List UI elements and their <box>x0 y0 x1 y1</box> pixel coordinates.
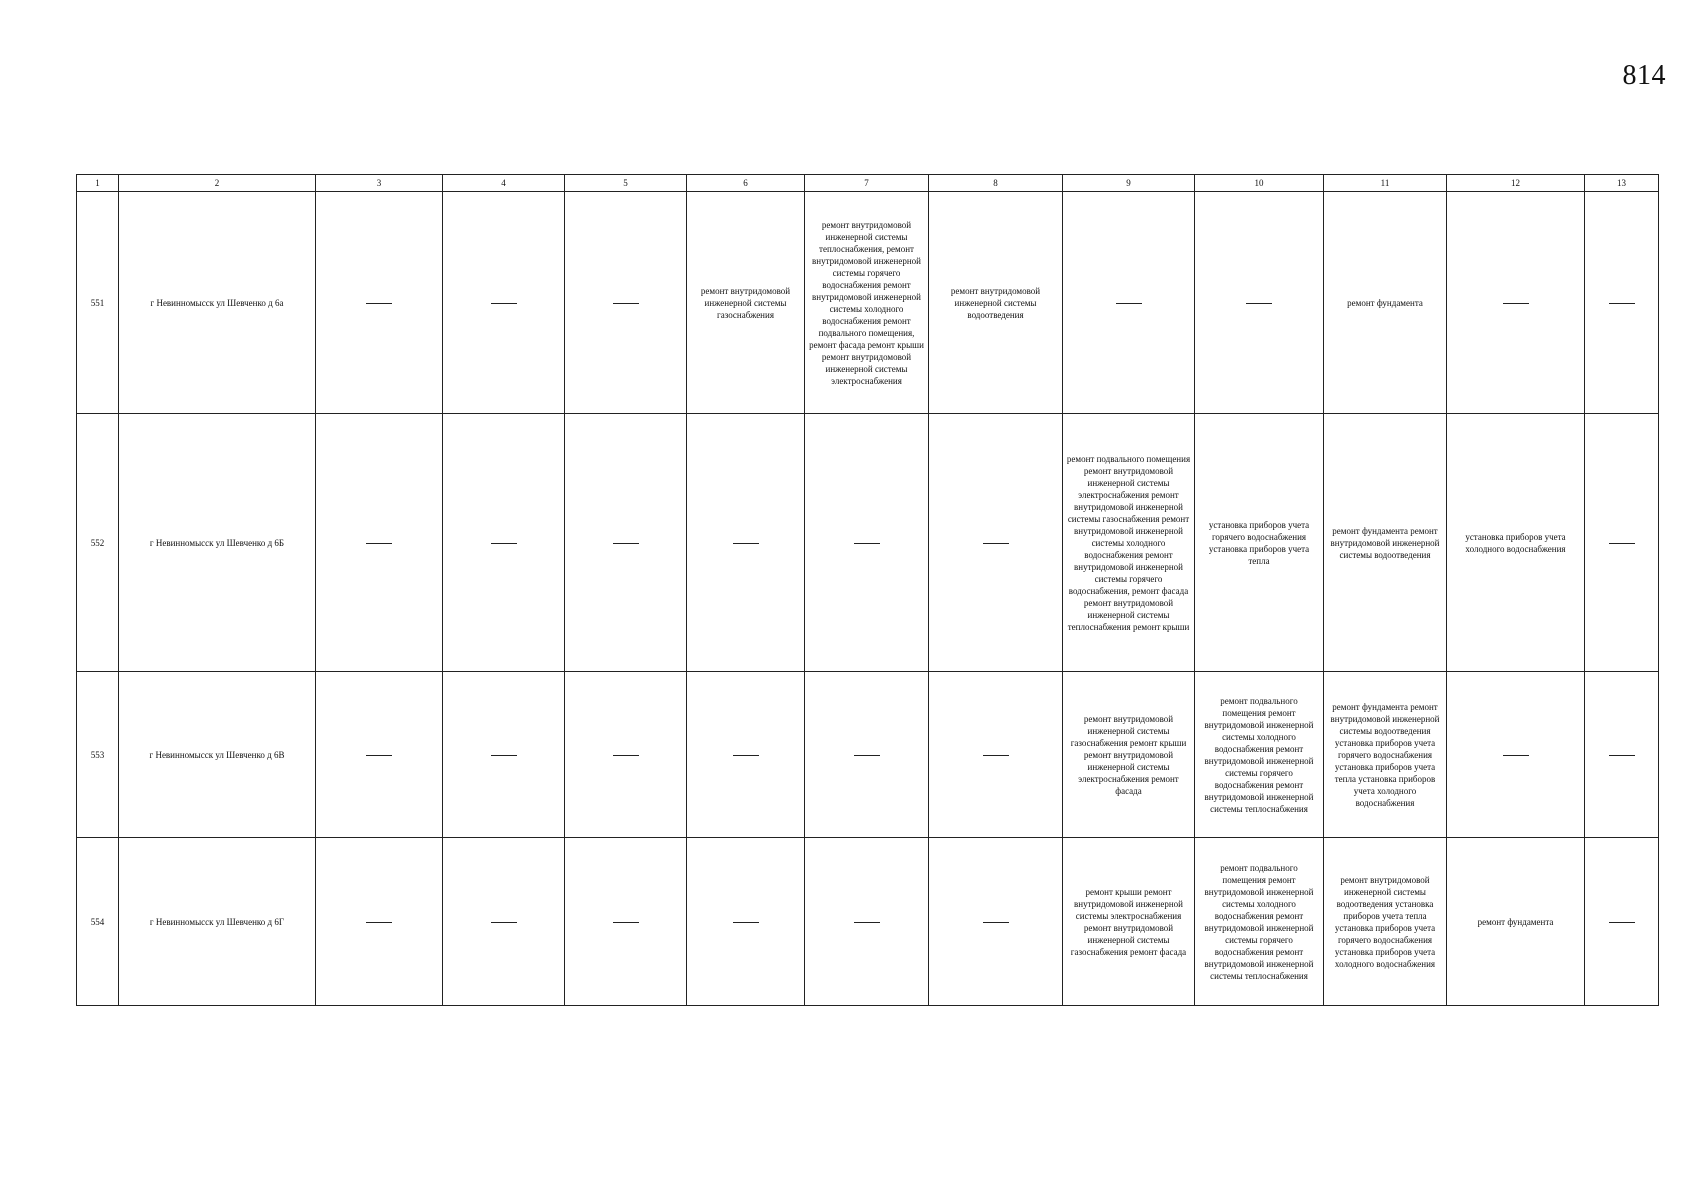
cell-col8 <box>929 414 1063 672</box>
dash-mark <box>1503 755 1529 756</box>
dash-mark <box>366 543 392 544</box>
header-cell-5: 5 <box>565 175 687 192</box>
table-row <box>77 672 1659 838</box>
cell-col4 <box>443 838 565 1006</box>
dash-mark <box>491 922 517 923</box>
header-cell-3: 3 <box>316 175 443 192</box>
table-row <box>77 838 1659 1006</box>
cell-col11: ремонт фундамента <box>1324 192 1447 414</box>
cell-col9: ремонт крыши ремонт внутридомовой инженерной системы электроснабжения ремонт внутридомовой инженерной системы газоснабжения ремонт фасада <box>1063 838 1195 1006</box>
cell-col8 <box>929 672 1063 838</box>
table-row <box>77 414 1659 672</box>
cell-col12 <box>1447 192 1585 414</box>
cell-col7: ремонт внутридомовой инженерной системы теплоснабжения, ремонт внутридомовой инженерной системы горячего водоснабжения ремонт внутридомовой инженерной системы холодного водоснабжения ремонт подвального помещения, ремонт фасада ремонт крыши ремонт внутридомовой инженерной системы электроснабжения <box>805 192 929 414</box>
dash-mark <box>613 922 639 923</box>
cell-col7 <box>805 672 929 838</box>
header-cell-2: 2 <box>119 175 316 192</box>
dash-mark <box>854 922 880 923</box>
cell-col12: установка приборов учета холодного водоснабжения <box>1447 414 1585 672</box>
dash-mark <box>366 755 392 756</box>
dash-mark <box>733 922 759 923</box>
cell-col5 <box>565 192 687 414</box>
cell-col10: установка приборов учета горячего водоснабжения установка приборов учета тепла <box>1195 414 1324 672</box>
header-cell-7: 7 <box>805 175 929 192</box>
address-cell: г Невинномысск ул Шевченко д 6а <box>119 192 316 414</box>
dash-mark <box>491 755 517 756</box>
dash-mark <box>366 303 392 304</box>
header-cell-13: 13 <box>1585 175 1659 192</box>
cell-col9: ремонт подвального помещения ремонт внутридомовой инженерной системы электроснабжения ремонт внутридомовой инженерной системы газоснабжения ремонт внутридомовой инженерной системы холодного водоснабжения ремонт внутридомовой инженерной системы горячего водоснабжения, ремонт фасада ремонт внутридомовой инженерной системы теплоснабжения ремонт крыши <box>1063 414 1195 672</box>
dash-mark <box>613 303 639 304</box>
cell-col4 <box>443 192 565 414</box>
cell-col11: ремонт внутридомовой инженерной системы водоотведения установка приборов учета тепла установка приборов учета горячего водоснабжения установка приборов учета холодного водоснабжения <box>1324 838 1447 1006</box>
address-cell: г Невинномысск ул Шевченко д 6Г <box>119 838 316 1006</box>
cell-col3 <box>316 414 443 672</box>
cell-col8: ремонт внутридомовой инженерной системы водоотведения <box>929 192 1063 414</box>
header-cell-6: 6 <box>687 175 805 192</box>
cell-col10 <box>1195 192 1324 414</box>
header-cell-10: 10 <box>1195 175 1324 192</box>
cell-col4 <box>443 672 565 838</box>
cell-col8 <box>929 838 1063 1006</box>
dash-mark <box>366 922 392 923</box>
cell-col7 <box>805 414 929 672</box>
cell-col6 <box>687 672 805 838</box>
header-cell-8: 8 <box>929 175 1063 192</box>
dash-mark <box>854 543 880 544</box>
dash-mark <box>491 303 517 304</box>
cell-col6 <box>687 414 805 672</box>
cell-col13 <box>1585 838 1659 1006</box>
header-cell-12: 12 <box>1447 175 1585 192</box>
dash-mark <box>613 755 639 756</box>
header-cell-4: 4 <box>443 175 565 192</box>
cell-col3 <box>316 838 443 1006</box>
dash-mark <box>1609 543 1635 544</box>
header-cell-11: 11 <box>1324 175 1447 192</box>
cell-col5 <box>565 672 687 838</box>
dash-mark <box>733 543 759 544</box>
dash-mark <box>983 543 1009 544</box>
dash-mark <box>733 755 759 756</box>
dash-mark <box>1609 755 1635 756</box>
row-number: 551 <box>77 192 119 414</box>
dash-mark <box>1116 303 1142 304</box>
cell-col9: ремонт внутридомовой инженерной системы газоснабжения ремонт крыши ремонт внутридомовой инженерной системы электроснабжения ремонт фасада <box>1063 672 1195 838</box>
cell-col13 <box>1585 672 1659 838</box>
dash-mark <box>1609 303 1635 304</box>
cell-col11: ремонт фундамента ремонт внутридомовой инженерной системы водоотведения <box>1324 414 1447 672</box>
row-number: 554 <box>77 838 119 1006</box>
cell-col10: ремонт подвального помещения ремонт внутридомовой инженерной системы холодного водоснабжения ремонт внутридомовой инженерной системы горячего водоснабжения ремонт внутридомовой инженерной системы теплоснабжения <box>1195 672 1324 838</box>
dash-mark <box>1246 303 1272 304</box>
header-cell-1: 1 <box>77 175 119 192</box>
cell-col12 <box>1447 672 1585 838</box>
dash-mark <box>1609 922 1635 923</box>
cell-col3 <box>316 192 443 414</box>
cell-col11: ремонт фундамента ремонт внутридомовой инженерной системы водоотведения установка приборов учета горячего водоснабжения установка приборов учета тепла установка приборов учета холодного водоснабжения <box>1324 672 1447 838</box>
dash-mark <box>854 755 880 756</box>
header-cell-9: 9 <box>1063 175 1195 192</box>
header-row <box>77 175 1659 192</box>
address-cell: г Невинномысск ул Шевченко д 6Б <box>119 414 316 672</box>
row-number: 553 <box>77 672 119 838</box>
page-number: 814 <box>1622 60 1666 91</box>
cell-col10: ремонт подвального помещения ремонт внутридомовой инженерной системы холодного водоснабжения ремонт внутридомовой инженерной системы горячего водоснабжения ремонт внутридомовой инженерной системы теплоснабжения <box>1195 838 1324 1006</box>
cell-col6: ремонт внутридомовой инженерной системы газоснабжения <box>687 192 805 414</box>
cell-col9 <box>1063 192 1195 414</box>
dash-mark <box>983 755 1009 756</box>
dash-mark <box>491 543 517 544</box>
row-number: 552 <box>77 414 119 672</box>
address-cell: г Невинномысск ул Шевченко д 6В <box>119 672 316 838</box>
cell-col6 <box>687 838 805 1006</box>
repair-schedule-table <box>76 174 1659 1006</box>
cell-col13 <box>1585 414 1659 672</box>
cell-col12: ремонт фундамента <box>1447 838 1585 1006</box>
cell-col4 <box>443 414 565 672</box>
cell-col5 <box>565 414 687 672</box>
dash-mark <box>613 543 639 544</box>
cell-col5 <box>565 838 687 1006</box>
dash-mark <box>1503 303 1529 304</box>
dash-mark <box>983 922 1009 923</box>
cell-col13 <box>1585 192 1659 414</box>
cell-col3 <box>316 672 443 838</box>
cell-col7 <box>805 838 929 1006</box>
table-row <box>77 192 1659 414</box>
